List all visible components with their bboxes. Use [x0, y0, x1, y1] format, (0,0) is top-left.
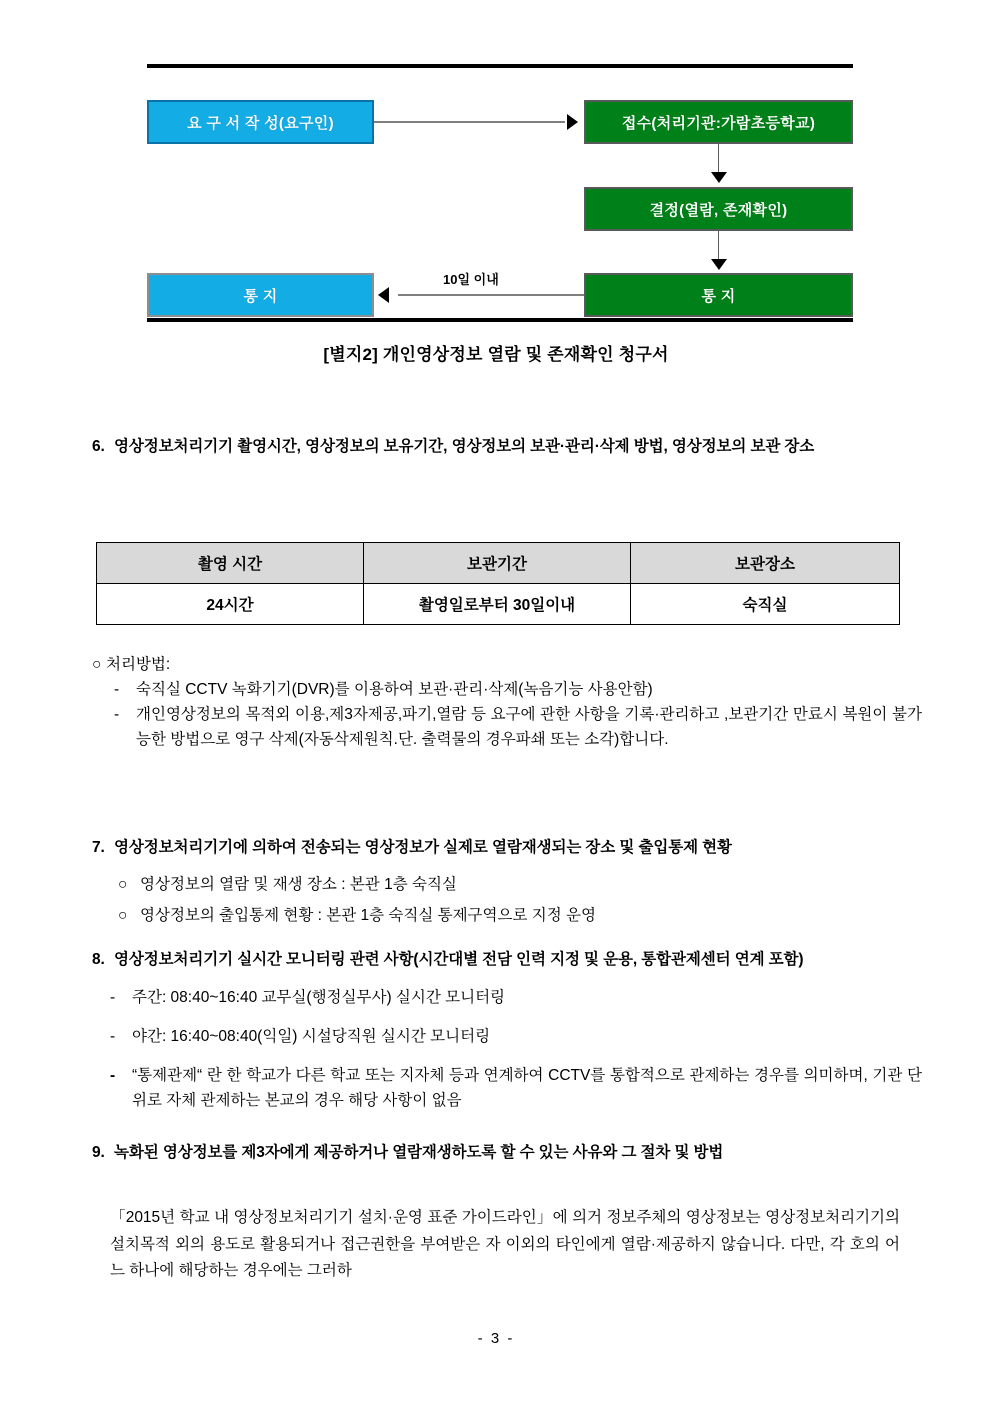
arrow-left-icon: [378, 287, 389, 303]
section-7-heading: [92, 835, 922, 860]
section-8-item-2-text: 야간: 16:40~08:40(익일) 시설당직원 실시간 모니터링: [132, 1028, 491, 1046]
flow-node-decide: 결정(열람, 존재확인): [584, 187, 853, 231]
page-number: - 3 -: [477, 1330, 515, 1347]
connector-request-to-receive: [374, 121, 565, 123]
circle-bullet-icon: ○: [118, 876, 128, 893]
section-8-item-1-text: 주간: 08:40~16:40 교무실(행정실무사) 실시간 모니터링: [132, 989, 506, 1006]
table-cell-storage-location: 숙직실: [631, 584, 900, 625]
dash-bullet-icon: -: [114, 706, 120, 724]
flowchart-bottom-rule: [147, 318, 853, 322]
section-6-heading: [92, 434, 902, 459]
circle-bullet-icon: ○: [118, 907, 128, 925]
section-6-title: 영상정보처리기기 촬영시간, 영상정보의 보유기간, 영상정보의 보관·관리·삭제 방법, 영상정보의 보관 장소: [114, 438, 815, 455]
arrow-right-icon: [567, 114, 578, 130]
retention-table: [96, 542, 900, 625]
flow-node-notify-blue: 통 지: [147, 273, 374, 317]
list-item: [110, 1063, 922, 1113]
table-cell-shooting-time: 24시간: [97, 584, 364, 625]
table-header-storage-location: 보관장소: [631, 543, 900, 584]
section-9-title: 녹화된 영상정보를 제3자에게 제공하거나 열람재생하도록 할 수 있는 사유와 그 절차 및 방법: [114, 1144, 724, 1161]
arrow-down-icon: [711, 259, 727, 270]
section-7-title: 영상정보처리기기에 의하여 전송되는 영상정보가 실제로 열람재생되는 장소 및 출입통제 현황: [114, 839, 732, 856]
section-8-list: [110, 985, 920, 1127]
section-8-item-3-text: “통제관제“ 란 한 학교가 다른 학교 또는 지자체 등과 연계하여 CCTV를 통합적으로 관제하는 경우를 의미하며, 기관 단위로 자체 관제하는 본교의 경우 해당 사항이 없음: [132, 1067, 922, 1110]
section-8-title: 영상정보처리기기 실시간 모니터링 관련 사항(시간대별 전담 인력 지정 및 운용, 통합관제센터 연계 포함): [114, 951, 804, 968]
processing-method-item-2-text: 개인영상정보의 목적외 이용,제3자제공,파기,열람 등 요구에 관한 사항을 기록·관리하고 ,보관기간 만료시 복원이 불가능한 방법으로 영구 삭제(자동삭제원칙.단. 출력물의 경우파쇄 또는 소각)합니다.: [136, 706, 922, 749]
flow-node-notify-green: 통 지: [584, 273, 853, 317]
section-6-number: 6.: [92, 438, 105, 455]
list-item: [118, 872, 918, 897]
section-9-heading: [92, 1140, 932, 1165]
table-header-retention-period: 보관기간: [364, 543, 631, 584]
section-7-number: 7.: [92, 839, 105, 856]
processing-method-item-2: [92, 702, 922, 752]
processing-method-title: 처리방법:: [106, 656, 171, 673]
dash-bullet-icon: -: [114, 681, 120, 699]
arrow-down-icon: [711, 172, 727, 183]
list-item: [110, 1024, 920, 1049]
flow-node-receive: 접수(처리기관:가람초등학교): [584, 100, 853, 144]
flowchart-caption: [별지2] 개인영상정보 열람 및 존재확인 청구서: [323, 345, 669, 364]
circle-bullet-icon: ○: [92, 656, 102, 673]
table-row: [97, 584, 900, 625]
table-cell-retention-period: 촬영일로부터 30일이내: [364, 584, 631, 625]
dash-bullet-icon: -: [110, 1028, 116, 1046]
section-8-heading: [92, 947, 932, 972]
processing-method-item-1: [92, 677, 922, 702]
section-9-paragraph: 「2015년 학교 내 영상정보처리기기 설치·운영 표준 가이드라인」에 의거 정보주체의 영상정보는 영상정보처리기기의 설치목적 외의 용도로 활용되거나 접근권한을 부여받은 자 이외의 타인에게 열람·제공하지 않습니다. 다만, 각 호의 어느 하나에 해당하는 경우에는 그러하: [110, 1209, 900, 1280]
connector-notify-to-notify: [398, 294, 584, 296]
section-9-number: 9.: [92, 1144, 105, 1161]
table-header-row: [97, 543, 900, 584]
flowchart-body: [147, 68, 853, 318]
section-8-number: 8.: [92, 951, 105, 968]
flowchart: [147, 64, 853, 322]
connector-label-deadline: 10일 이내: [443, 272, 499, 287]
processing-method-block: [92, 652, 922, 752]
flow-node-request: 요 구 서 작 성(요구인): [147, 100, 374, 144]
list-item: [118, 903, 918, 928]
section-7-list: [118, 866, 918, 928]
section-7-item-2-text: 영상정보의 출입통제 현황 : 본관 1층 숙직실 통제구역으로 지정 운영: [140, 907, 596, 925]
table-header-shooting-time: 촬영 시간: [97, 543, 364, 584]
section-7-item-1-text: 영상정보의 열람 및 재생 장소 : 본관 1층 숙직실: [140, 876, 457, 893]
processing-method-item-1-text: 숙직실 CCTV 녹화기기(DVR)를 이용하여 보관·관리·삭제(녹음기능 사용안함): [136, 681, 653, 699]
processing-method-title-row: [92, 652, 922, 677]
dash-bullet-icon: -: [110, 989, 116, 1006]
list-item: [110, 985, 920, 1010]
dash-bullet-icon: -: [110, 1067, 116, 1085]
